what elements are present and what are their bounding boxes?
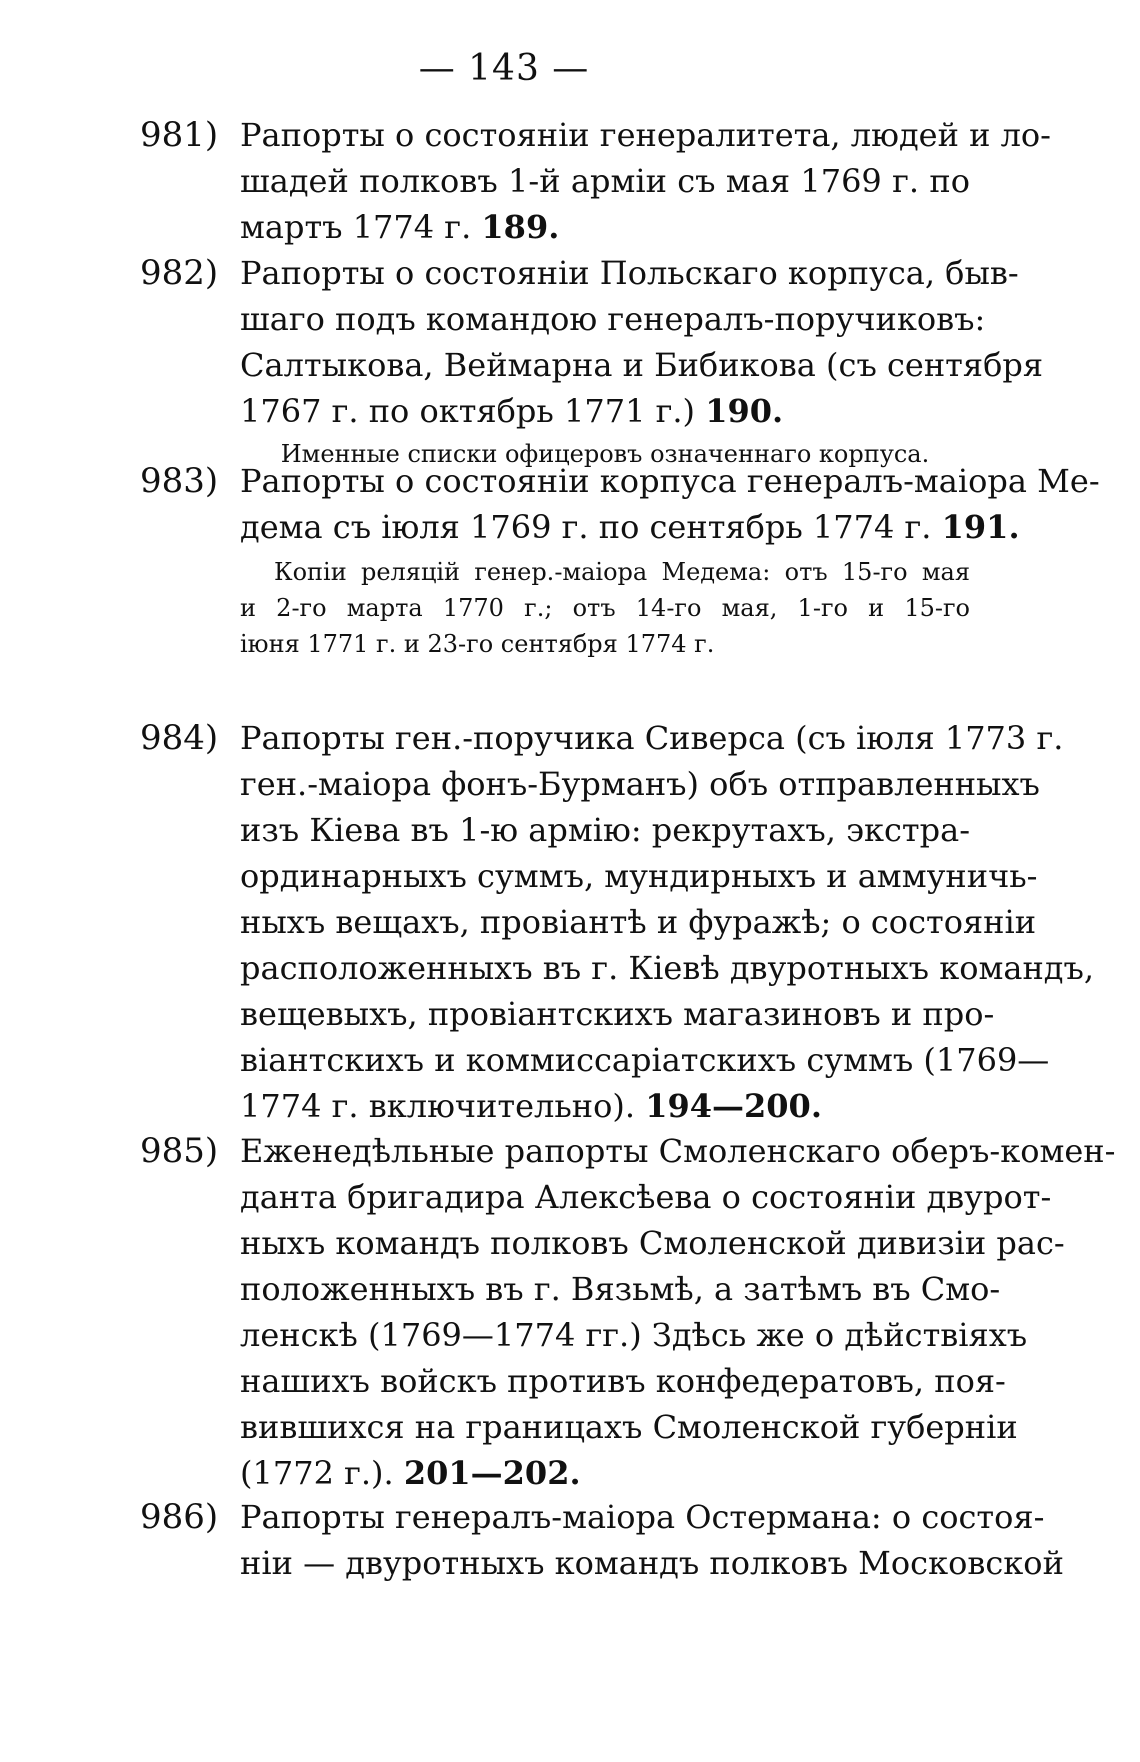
entry-line-text: (1772 г.).	[240, 1454, 394, 1492]
entry-line: ніи — двуротныхъ командъ полковъ Московской	[240, 1544, 1064, 1582]
entry-line: Рапорты о состояніи генералитета, людей и ло-	[240, 116, 1051, 154]
entry-line	[240, 204, 970, 250]
entry-number: 983)	[140, 461, 219, 501]
entry-number: 981)	[140, 115, 219, 155]
entry-line: вившихся на границахъ Смоленской губерніи	[240, 1408, 1018, 1446]
entry-line	[240, 504, 1020, 550]
entry-line: Рапорты генералъ-маіора Остермана: о состоя-	[240, 1498, 1045, 1536]
entry-985	[140, 1128, 1116, 1496]
archive-reference: 201—202.	[403, 1454, 581, 1492]
note-line: іюня 1771 г. и 23-го сентября 1774 г.	[240, 630, 715, 658]
page-number: — 143 —	[418, 48, 590, 89]
entry-line: ген.-маіора фонъ-Бурманъ) объ отправленныхъ	[240, 765, 1040, 803]
note-line: Именные списки офицеровъ означеннаго корпуса.	[280, 440, 930, 468]
entry-line	[240, 1083, 970, 1129]
entry-line: изъ Кіева въ 1-ю армію: рекрутахъ, экстра-	[240, 811, 970, 849]
entry-line: ленскѣ (1769—1774 гг.) Здѣсь же о дѣйствіяхъ	[240, 1316, 1028, 1354]
entry-number: 982)	[140, 253, 219, 293]
entry-986	[140, 1494, 1064, 1586]
entry-line-text: 1774 г. включительно).	[240, 1087, 636, 1125]
entry-number: 984)	[140, 718, 219, 758]
entry-number: 985)	[140, 1131, 219, 1171]
entry-981	[140, 112, 1051, 250]
entry-line-text: мартъ 1774 г.	[240, 208, 472, 246]
entry-line: Рапорты о состояніи корпуса генералъ-маіора Ме-	[240, 462, 1100, 500]
entry-line-text: дема съ іюля 1769 г. по сентябрь 1774 г.	[240, 508, 932, 546]
entry-line: расположенныхъ въ г. Кіевѣ двуротныхъ командъ,	[240, 949, 1094, 987]
entry-983	[140, 458, 1100, 662]
archive-reference: 194—200.	[645, 1087, 822, 1125]
entry-line: ныхъ вещахъ, провіантѣ и фуражѣ; о состояніи	[240, 903, 1037, 941]
entry-number: 986)	[140, 1497, 219, 1537]
archive-reference: 189.	[481, 208, 560, 246]
entry-line	[240, 1450, 970, 1496]
entry-line: нашихъ войскъ противъ конфедератовъ, поя-	[240, 1362, 1006, 1400]
entry-984	[140, 715, 1094, 1129]
entry-line: Еженедѣльные рапорты Смоленскаго оберъ-комен-	[240, 1132, 1116, 1170]
entry-line: положенныхъ въ г. Вязьмѣ, а затѣмъ въ Смо-	[240, 1270, 1001, 1308]
entry-line-text: 1767 г. по октябрь 1771 г.)	[240, 392, 696, 430]
entry-line: шадей полковъ 1-й арміи съ мая 1769 г. по	[240, 162, 970, 200]
note-line: Копіи реляцій генер.-маіора Медема: отъ 15-го мая	[274, 558, 970, 586]
entry-line: Рапорты о состояніи Польскаго корпуса, быв-	[240, 254, 1019, 292]
entry-line	[240, 388, 970, 434]
entry-line: шаго подъ командою генералъ-поручиковъ:	[240, 300, 986, 338]
entry-982	[140, 250, 1043, 472]
entry-line: ныхъ командъ полковъ Смоленской дивизіи рас-	[240, 1224, 1065, 1262]
entry-line: Салтыкова, Веймарна и Бибикова (съ сентября	[240, 346, 1043, 384]
entry-line: данта бригадира Алексѣева о состояніи двурот-	[240, 1178, 1052, 1216]
entry-note	[240, 554, 970, 662]
entry-line: віантскихъ и коммиссаріатскихъ суммъ (1769—	[240, 1041, 1050, 1079]
entry-line: ординарныхъ суммъ, мундирныхъ и аммуничь-	[240, 857, 1038, 895]
note-line: и 2-го марта 1770 г.; отъ 14-го мая, 1-го и 15-го	[240, 594, 970, 622]
entry-line: Рапорты ген.-поручика Сиверса (съ іюля 1773 г.	[240, 719, 1064, 757]
archive-reference: 190.	[705, 392, 784, 430]
archive-reference: 191.	[941, 508, 1020, 546]
entry-line: вещевыхъ, провіантскихъ магазиновъ и про-	[240, 995, 995, 1033]
